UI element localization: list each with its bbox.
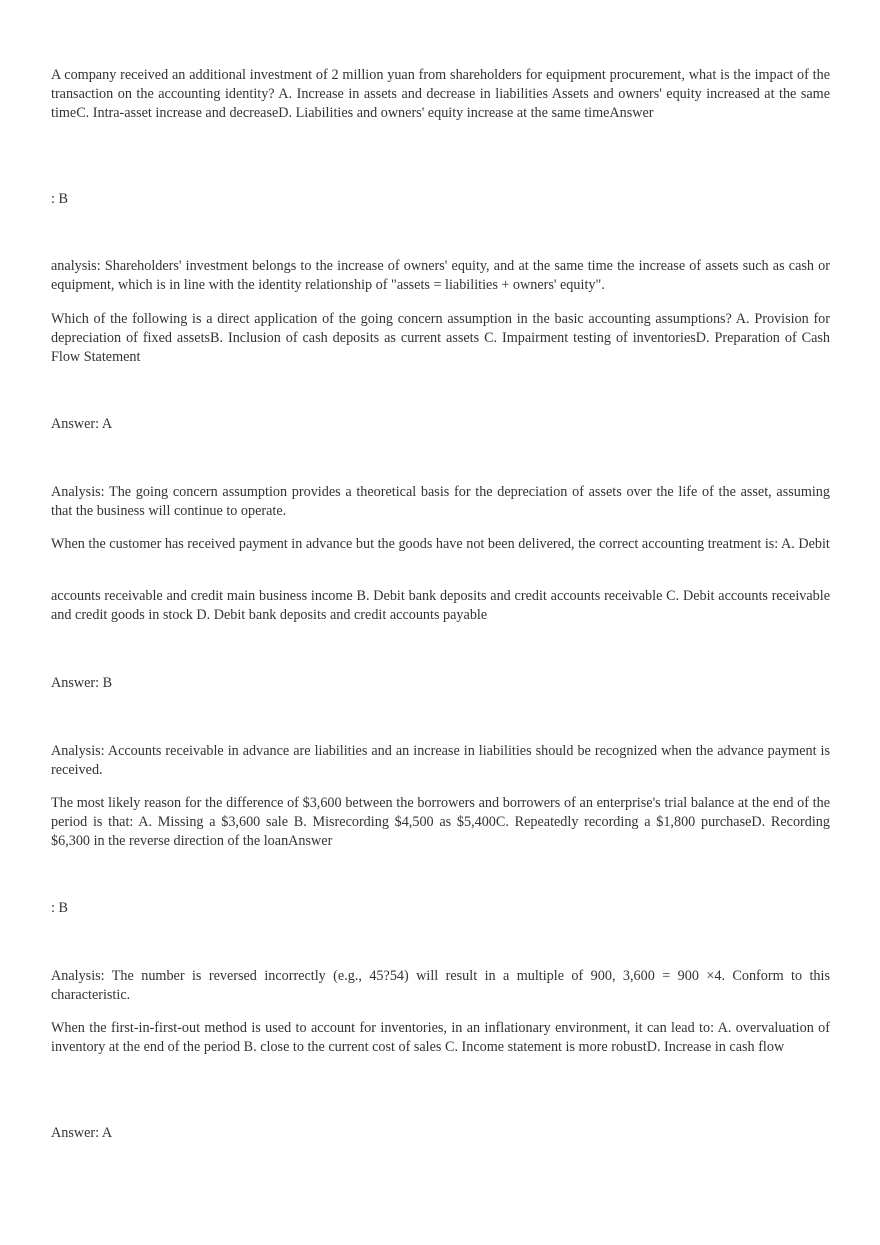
answer-1-label: : B	[51, 191, 68, 207]
answer-3-label: Answer: B	[51, 675, 113, 691]
question-5-text: When the first-in-first-out method is used to account for inventories, in an inflationary environment, it can lead to: A. overvaluation of inventory at the end of the period B. close to the current cost of sales C. Income statement is more robustD. Increase in cash flow	[51, 1020, 830, 1055]
question-3-options-text: accounts receivable and credit main business income B. Debit bank deposits and credit accounts receivable C. Debit accounts receivable and credit goods in stock D. Debit bank deposits and credit accounts payable	[51, 588, 830, 623]
analysis-2-text: Analysis: The going concern assumption provides a theoretical basis for the depreciation of assets over the life of the asset, assuming that the business will continue to operate.	[51, 484, 830, 519]
analysis-4-text: Analysis: The number is reversed incorrectly (e.g., 45?54) will result in a multiple of 900, 3,600 = 900 ×4. Conform to this characteristic.	[51, 968, 830, 1003]
answer-5-label: Answer: A	[51, 1125, 113, 1141]
question-2-text: Which of the following is a direct application of the going concern assumption in the basic accounting assumptions? A. Provision for depreciation of fixed assetsB. Inclusion of cash deposits as current assets C. Impairment testing of inventoriesD. Preparation of Cash Flow Statement	[51, 311, 830, 365]
question-3-text: When the customer has received payment in advance but the goods have not been delivered, the correct accounting treatment is: A. Debit	[51, 536, 830, 552]
analysis-1-text: analysis: Shareholders' investment belongs to the increase of owners' equity, and at the same time the increase of assets such as cash or equipment, which is in line with the identity relationship of "assets = liabilities + owners' equity".	[51, 258, 830, 293]
question-1-text: A company received an additional investment of 2 million yuan from shareholders for equipment procurement, what is the impact of the transaction on the accounting identity? A. Increase in assets and decrease in liabilities Assets and owners' equity increased at the same timeC. Intra-asset increase and decreaseD. Liabilities and owners' equity increase at the same timeAnswer	[51, 67, 830, 121]
question-4-text: The most likely reason for the difference of $3,600 between the borrowers and borrowers of an enterprise's trial balance at the end of the period is that: A. Missing a $3,600 sale B. Misrecording $4,500 as $5,400C. Repeatedly recording a $1,800 purchaseD. Recording $6,300 in the reverse direction of the loanAnswer	[51, 795, 830, 849]
analysis-3-text: Analysis: Accounts receivable in advance are liabilities and an increase in liabilities should be recognized when the advance payment is received.	[51, 743, 830, 778]
answer-4-label: : B	[51, 900, 68, 916]
answer-2-label: Answer: A	[51, 416, 113, 432]
